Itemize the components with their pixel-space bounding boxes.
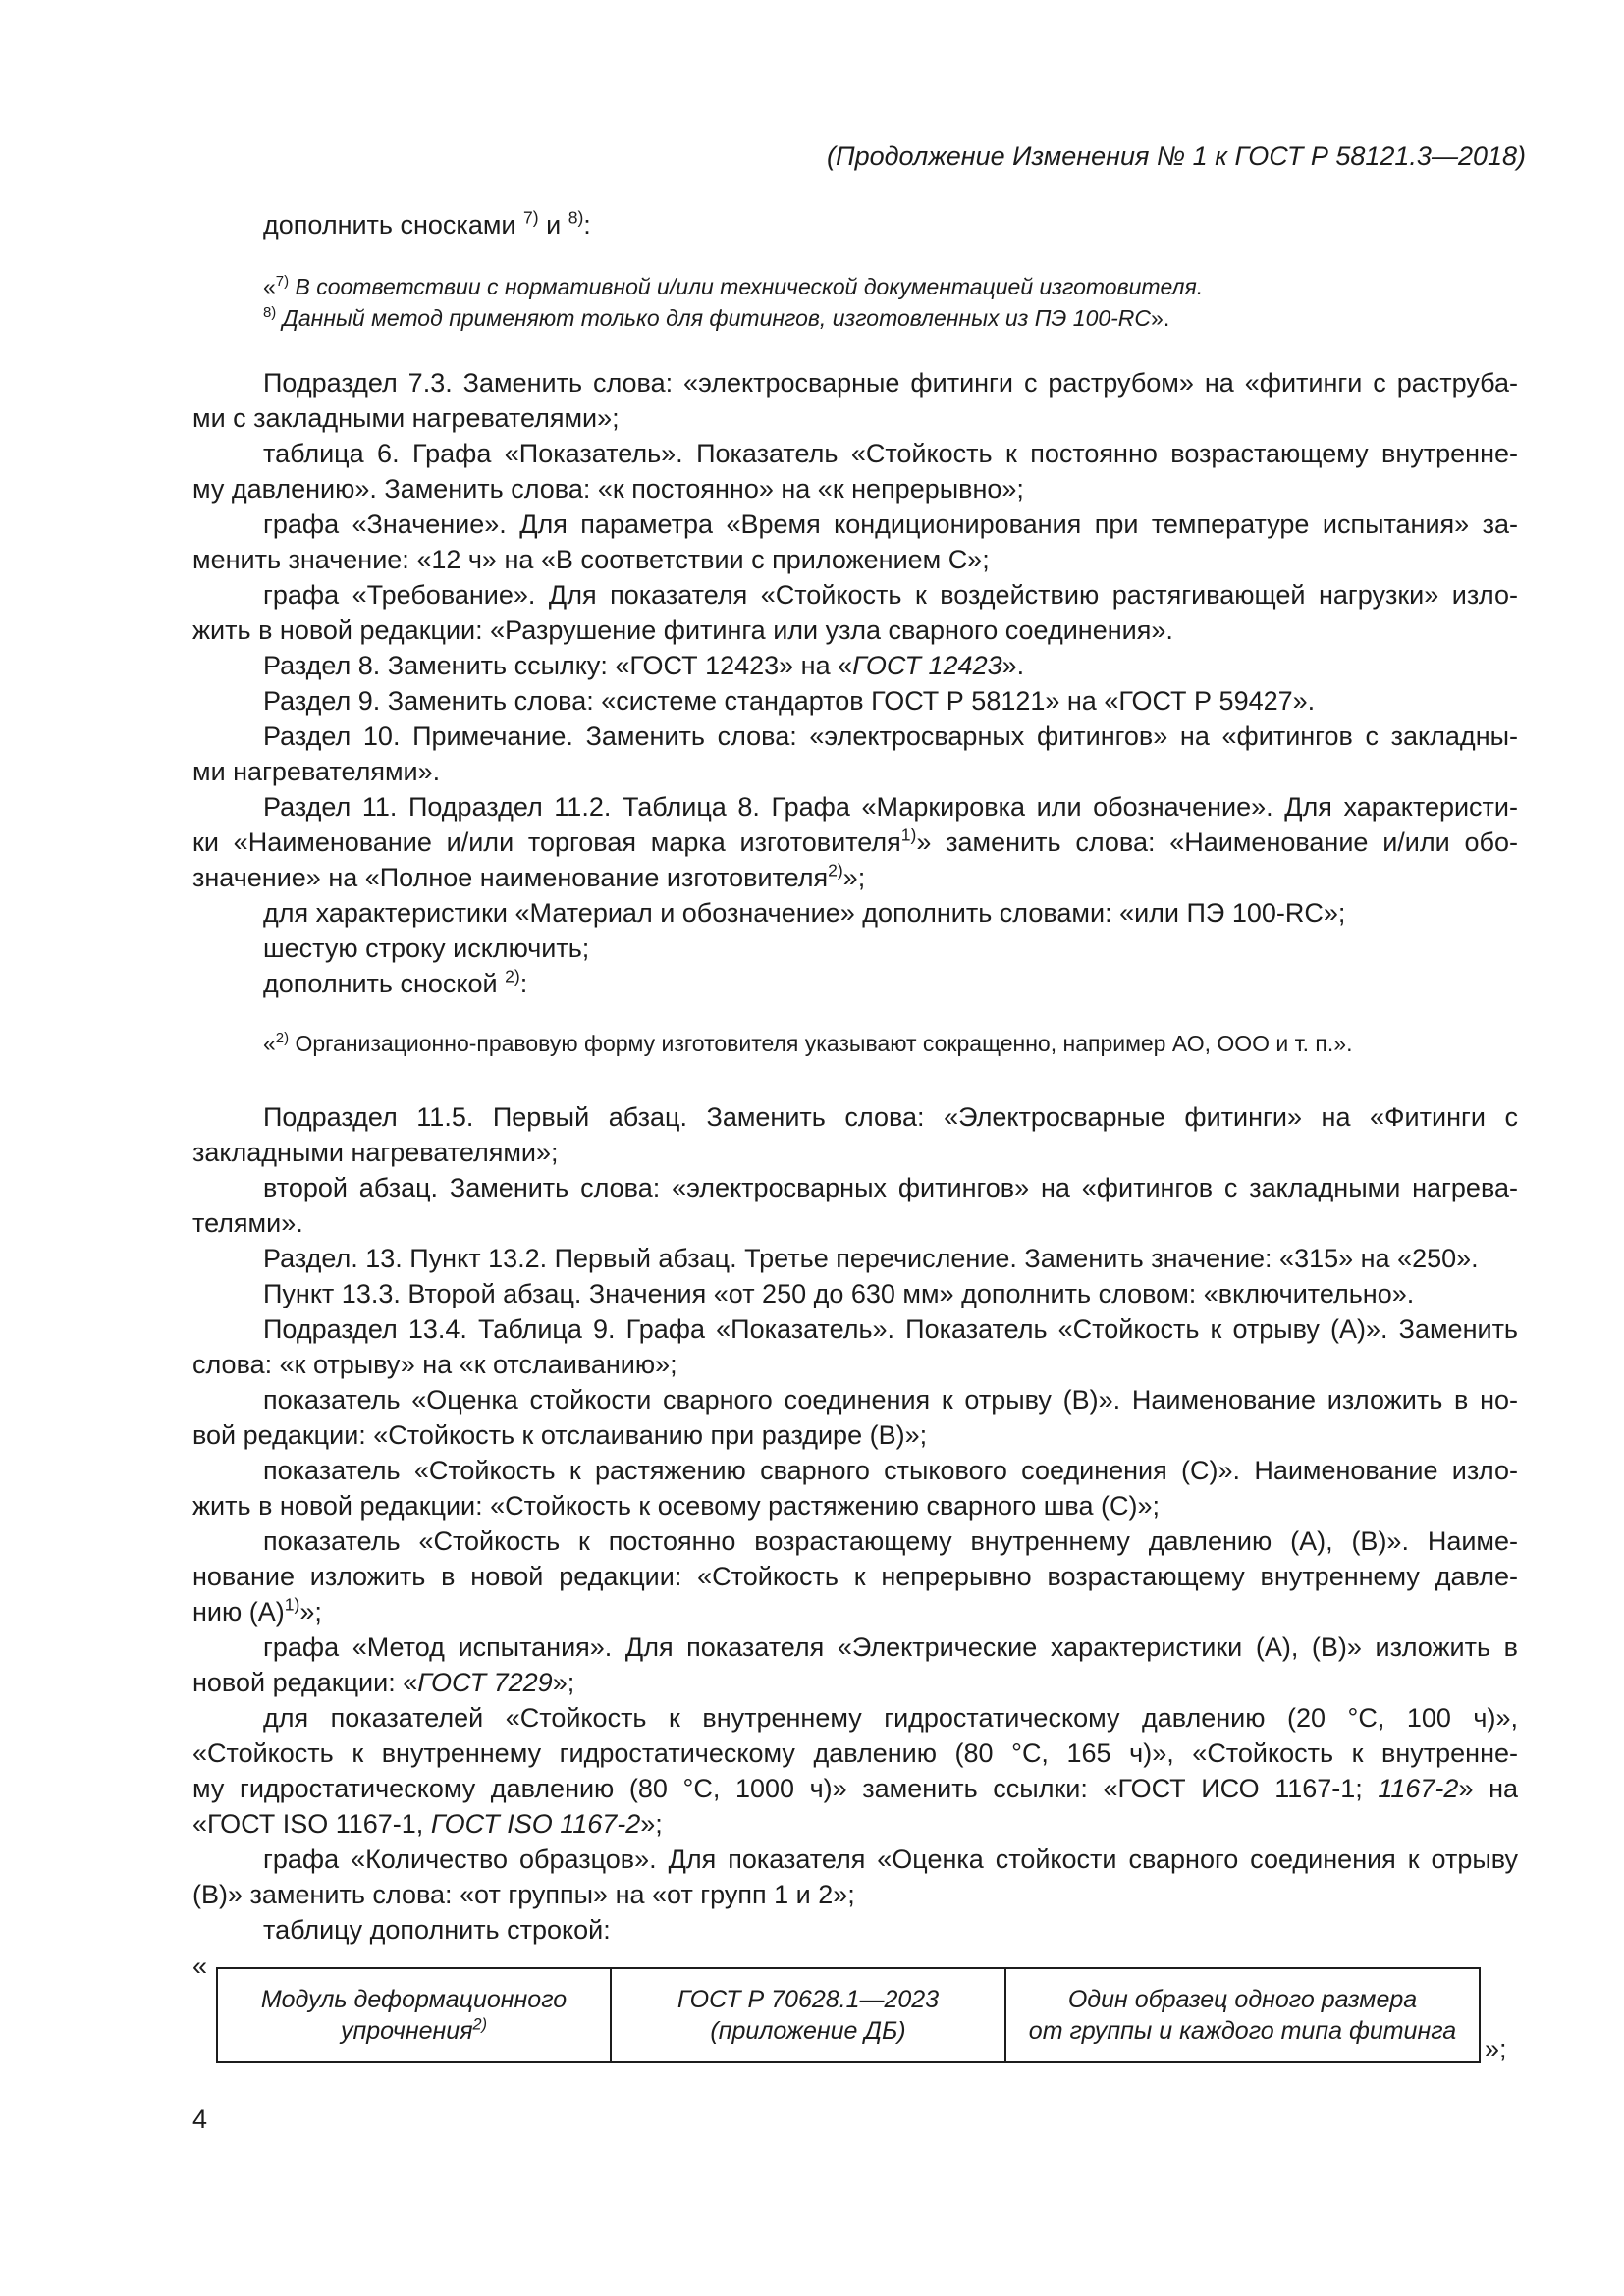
paragraph-line: вой редакции: «Стойкость к отслаиванию при раздире (В)»;: [192, 1420, 928, 1450]
paragraph-line: Подраздел 11.5. Первый абзац. Заменить слова: «Электросварные фитинги» на «Фитинги с: [263, 1102, 1518, 1132]
paragraph-line: «ГОСТ ISO 1167-1, ГОСТ ISO 1167-2»;: [192, 1809, 663, 1839]
paragraph-line: му гидростатическому давлению (80 °С, 1000 ч)» заменить ссылки: «ГОСТ ИСО 1167-1; 1167-2» на: [192, 1774, 1518, 1803]
paragraph-line: второй абзац. Заменить слова: «электросварных фитингов» на «фитингов с закладными нагрева-: [263, 1173, 1518, 1202]
paragraph-line: дополнить сноской $^{2)}$:: [263, 966, 528, 998]
paragraph-line: дополнить сносками $^{7)}$ и $^{8)}$:: [263, 207, 591, 240]
table-row: [217, 1968, 1480, 2062]
paragraph-line: жить в новой редакции: «Стойкость к осевому растяжению сварного шва (С)»;: [192, 1491, 1160, 1521]
paragraph-line: шестую строку исключить;: [263, 934, 590, 963]
table-close-quote: »;: [1485, 2034, 1507, 2063]
body-block-2: [192, 1099, 1518, 1948]
paragraph-line: му давлению». Заменить слова: «к постоянно» на «к непрерывно»;: [192, 474, 1024, 504]
paragraph-line: менить значение: «12 ч» на «В соответствии с приложением С»;: [192, 545, 990, 574]
paragraph-line: показатель «Оценка стойкости сварного соединения к отрыву (В)». Наименование изложить в но-: [263, 1385, 1518, 1415]
table-open-quote: «: [192, 1951, 208, 1981]
paragraph-line: значение» на «Полное наименование изготовителя$^{2)}$»;: [192, 860, 866, 892]
paragraph-line: жить в новой редакции: «Разрушение фитинга или узла сварного соединения».: [192, 615, 1173, 645]
page-header: (Продолжение Изменения № 1 к ГОСТ Р 58121.3—2018): [827, 141, 1526, 171]
table-cell-samples: Один образец одного размера от группы и каждого типа фитинга: [1005, 1968, 1480, 2062]
paragraph-line: закладными нагревателями»;: [192, 1138, 559, 1167]
paragraph-line: «Стойкость к внутреннему гидростатическому давлению (80 °С, 165 ч)», «Стойкость к внутренне-: [192, 1738, 1518, 1768]
footnote-2: «$^{2)}$ Организационно-правовую форму изготовителя указывают сокращенно, например АО, ООО и т. п.».: [263, 1030, 1353, 1056]
paragraph-line: слова: «к отрыву» на «к отслаиванию»;: [192, 1350, 677, 1379]
body-block-1: [192, 365, 1518, 1001]
footnote-2-block: [192, 1028, 1518, 1059]
paragraph-line: новой редакции: «ГОСТ 7229»;: [192, 1668, 575, 1697]
paragraph-line: ми нагревателями».: [192, 757, 441, 786]
footnote-intro-block: [192, 207, 1518, 242]
paragraph-line: показатель «Стойкость к растяжению сварного стыкового соединения (С)». Наименование изло-: [263, 1456, 1518, 1485]
paragraph-line: (В)» заменить слова: «от группы» на «от групп 1 и 2»;: [192, 1880, 855, 1909]
paragraph-line: для характеристики «Материал и обозначение» дополнить словами: «или ПЭ 100-RC»;: [263, 898, 1346, 928]
paragraph-line: Пункт 13.3. Второй абзац. Значения «от 250 до 630 мм» дополнить словом: «включительно».: [263, 1279, 1415, 1308]
paragraph-line: нование изложить в новой редакции: «Стойкость к непрерывно возрастающему внутреннему давле-: [192, 1562, 1518, 1591]
paragraph-line: показатель «Стойкость к постоянно возрастающему внутреннему давлению (А), (В)». Наиме-: [263, 1526, 1518, 1556]
paragraph-line: телями».: [192, 1208, 303, 1238]
paragraph-line: таблица 6. Графа «Показатель». Показатель «Стойкость к постоянно возрастающему внутренне-: [263, 439, 1518, 468]
paragraph-line: для показателей «Стойкость к внутреннему гидростатическому давлению (20 °С, 100 ч)»,: [263, 1703, 1518, 1733]
footnote-8: $^{8)}$ Данный метод применяют только для фитингов, изготовленных из ПЭ 100-RC».: [263, 304, 1170, 331]
inserted-table-row: [216, 1967, 1481, 2063]
paragraph-line: Раздел 9. Заменить слова: «системе стандартов ГОСТ Р 58121» на «ГОСТ Р 59427».: [263, 686, 1316, 716]
paragraph-line: Раздел 10. Примечание. Заменить слова: «электросварных фитингов» на «фитингов с закладны-: [263, 721, 1518, 751]
footnotes-7-8: [192, 271, 1518, 334]
footnote-7: «$^{7)}$ В соответствии с нормативной и/или технической документацией изготовителя.: [263, 273, 1204, 299]
page-number: 4: [192, 2105, 208, 2134]
paragraph-line: Раздел 11. Подраздел 11.2. Таблица 8. Графа «Маркировка или обозначение». Для характеристи-: [263, 792, 1518, 822]
paragraph-line: ми с закладными нагревателями»;: [192, 403, 620, 433]
paragraph-line: графа «Значение». Для параметра «Время кондиционирования при температуре испытания» за-: [263, 509, 1518, 539]
paragraph-line: ки «Наименование и/или торговая марка изготовителя$^{1)}$» заменить слова: «Наименование и/или обо-: [192, 825, 1518, 857]
paragraph-line: Подраздел 13.4. Таблица 9. Графа «Показатель». Показатель «Стойкость к отрыву (А)». Заменить: [263, 1314, 1518, 1344]
paragraph-line: нию $(А)^{1)}$»;: [192, 1594, 322, 1627]
table-cell-indicator: Модуль деформационного упрочнения$^{2)}$: [217, 1968, 611, 2062]
paragraph-line: графа «Метод испытания». Для показателя «Электрические характеристики (А), (В)» изложить в: [263, 1632, 1518, 1662]
paragraph-line: графа «Требование». Для показателя «Стойкость к воздействию растягивающей нагрузки» изло-: [263, 580, 1518, 610]
table-cell-method: ГОСТ Р 70628.1—2023 (приложение ДБ): [611, 1968, 1005, 2062]
paragraph-line: Подраздел 7.3. Заменить слова: «электросварные фитинги с раструбом» на «фитинги с раструба-: [263, 368, 1518, 398]
paragraph-line: Раздел. 13. Пункт 13.2. Первый абзац. Третье перечисление. Заменить значение: «315» на «250».: [263, 1244, 1479, 1273]
paragraph-line: графа «Количество образцов». Для показателя «Оценка стойкости сварного соединения к отрыву: [263, 1844, 1518, 1874]
paragraph-line: Раздел 8. Заменить ссылку: «ГОСТ 12423» на «ГОСТ 12423».: [263, 651, 1025, 680]
paragraph-line: таблицу дополнить строкой:: [263, 1915, 611, 1945]
